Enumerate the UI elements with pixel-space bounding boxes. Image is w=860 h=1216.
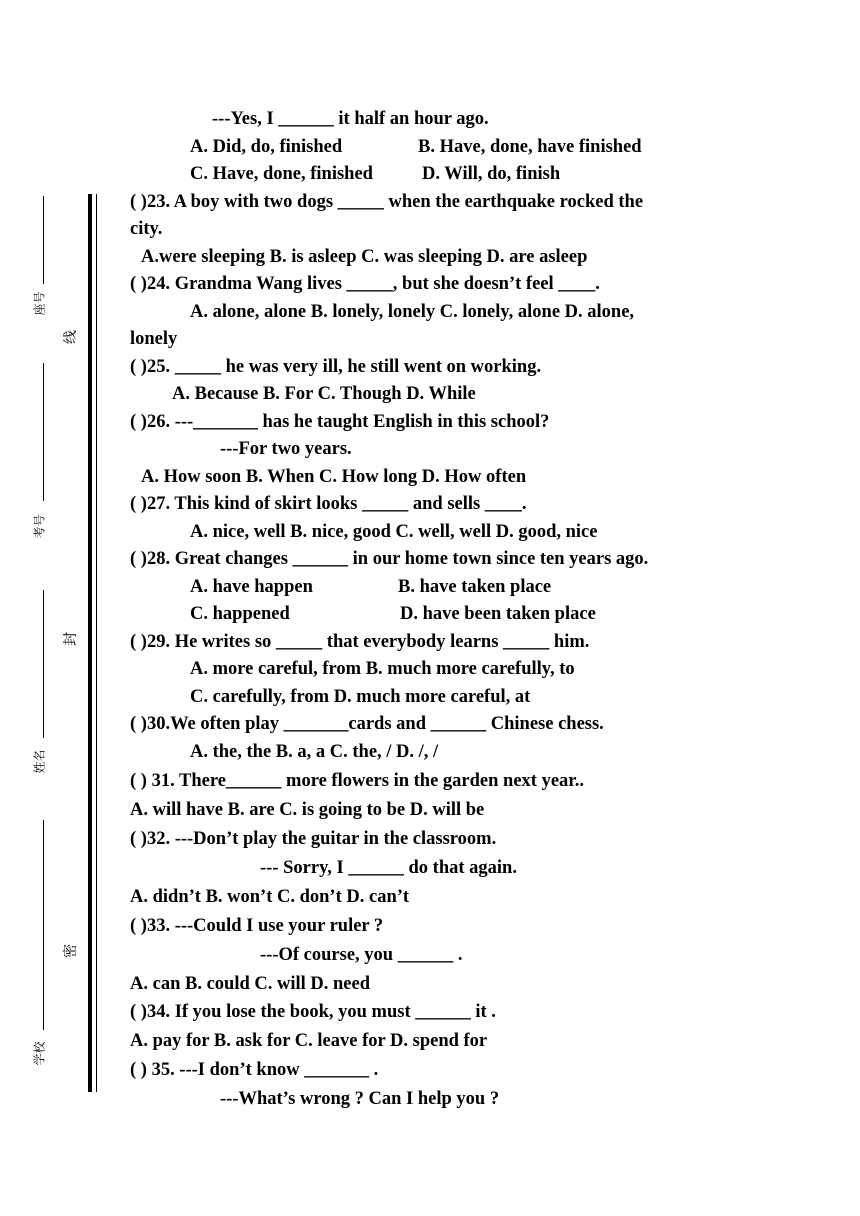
question-28-option-d: D. have been taken place: [400, 604, 596, 624]
question-32: ( )32. ---Don’t play the guitar in the classroom.: [130, 829, 497, 849]
question-32-reply: --- Sorry, I ______ do that again.: [260, 858, 517, 878]
question-23-options: A.were sleeping B. is asleep C. was sleeping D. are asleep: [141, 247, 588, 267]
option-a: A. Did, do, finished: [190, 137, 343, 157]
question-28-option-a: A. have happen: [190, 577, 313, 597]
question-26: ( )26. ---_______ has he taught English in this school?: [130, 412, 550, 432]
q22-answer-line: ---Yes, I ______ it half an hour ago.: [212, 109, 489, 129]
question-25-options: A. Because B. For C. Though D. While: [172, 384, 476, 404]
question-35: ( ) 35. ---I don’t know _______ .: [130, 1060, 379, 1080]
question-27: ( )27. This kind of skirt looks _____ and sells ____.: [130, 494, 527, 514]
seat-number-blank[interactable]: [43, 196, 44, 284]
question-30: ( )30.We often play _______cards and ______ Chinese chess.: [130, 714, 604, 734]
question-31-options: A. will have B. are C. is going to be D. will be: [130, 800, 485, 820]
question-32-options: A. didn’t B. won’t C. don’t D. can’t: [130, 887, 410, 907]
question-31: ( ) 31. There______ more flowers in the garden next year..: [130, 771, 585, 791]
question-23: ( )23. A boy with two dogs _____ when the earthquake rocked the: [130, 192, 644, 212]
binding-thick-line: [88, 194, 92, 1092]
seal-char-seal: 封: [63, 632, 79, 646]
question-34-options: A. pay for B. ask for C. leave for D. spend for: [130, 1031, 488, 1051]
school-label: 学校: [32, 1041, 47, 1066]
question-23-cont: city.: [130, 219, 163, 239]
question-30-options: A. the, the B. a, a C. the, / D. /, /: [190, 742, 439, 762]
option-c: C. Have, done, finished: [190, 164, 373, 184]
question-33-options: A. can B. could C. will D. need: [130, 974, 371, 994]
option-b: B. Have, done, have finished: [418, 137, 642, 157]
question-29-options-cd: C. carefully, from D. much more careful, at: [190, 687, 531, 707]
question-26-reply: ---For two years.: [220, 439, 352, 459]
question-29-options-ab: A. more careful, from B. much more carefully, to: [190, 659, 575, 679]
question-28: ( )28. Great changes ______ in our home town since ten years ago.: [130, 549, 649, 569]
binding-thin-line: [96, 194, 97, 1092]
question-29: ( )29. He writes so _____ that everybody learns _____ him.: [130, 632, 590, 652]
question-25: ( )25. _____ he was very ill, he still went on working.: [130, 357, 542, 377]
exam-number-label: 考号: [32, 514, 47, 539]
question-24-options: A. alone, alone B. lonely, lonely C. lonely, alone D. alone,: [190, 302, 635, 322]
name-label: 姓名: [32, 749, 47, 774]
exam-number-blank[interactable]: [43, 363, 44, 501]
question-27-options: A. nice, well B. nice, good C. well, well D. good, nice: [190, 522, 598, 542]
question-35-reply: ---What’s wrong ? Can I help you ?: [220, 1089, 500, 1109]
question-26-options: A. How soon B. When C. How long D. How often: [141, 467, 527, 487]
school-blank[interactable]: [43, 820, 44, 1030]
option-d: D. Will, do, finish: [422, 164, 561, 184]
seat-number-label: 座号: [32, 291, 47, 316]
question-24-options-cont: lonely: [130, 329, 178, 349]
seal-char-close: 密: [63, 944, 79, 958]
question-33-reply: ---Of course, you ______ .: [260, 945, 463, 965]
seal-char-line: 线: [63, 330, 79, 344]
question-28-option-c: C. happened: [190, 604, 290, 624]
question-28-option-b: B. have taken place: [398, 577, 552, 597]
question-24: ( )24. Grandma Wang lives _____, but she doesn’t feel ____.: [130, 274, 600, 294]
question-34: ( )34. If you lose the book, you must ______ it .: [130, 1002, 496, 1022]
name-blank[interactable]: [43, 590, 44, 738]
question-33: ( )33. ---Could I use your ruler ?: [130, 916, 384, 936]
